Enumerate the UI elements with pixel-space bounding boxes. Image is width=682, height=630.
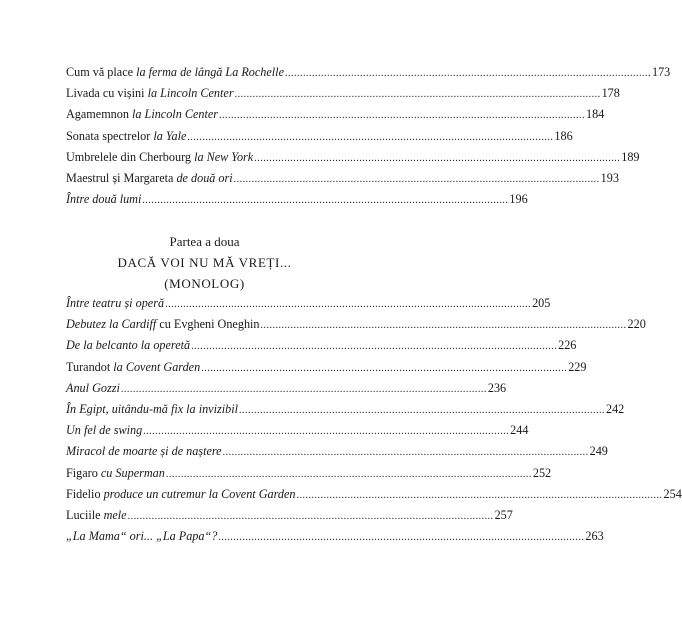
toc-entry-title — [66, 463, 165, 484]
toc-entry-page-number: 220 — [627, 317, 646, 332]
toc-entry-title-segment: la Lincoln Center — [132, 107, 219, 122]
toc-entry-page-number: 189 — [621, 149, 640, 164]
toc-entry-title-segment: la Lincoln Center — [147, 86, 234, 101]
dot-leader — [218, 527, 584, 548]
toc-entry-title — [66, 378, 120, 399]
toc-entry-title — [66, 335, 190, 356]
toc-entry — [66, 463, 552, 484]
toc-entry-title-segment: la Covent Garden — [113, 359, 201, 374]
dot-leader — [121, 379, 487, 400]
toc-entry-page-number: 236 — [487, 380, 507, 395]
toc-entry — [66, 293, 551, 314]
toc-entry-title — [66, 126, 186, 147]
toc-entry — [66, 83, 620, 104]
dot-leader — [142, 190, 508, 211]
toc-entry-page-number: 229 — [568, 359, 587, 374]
toc-entry-page-number: 244 — [510, 423, 529, 438]
toc-entry — [66, 62, 671, 83]
dot-leader — [297, 485, 663, 506]
toc-entry-title-segment: cu Superman — [100, 465, 165, 480]
dot-leader — [128, 506, 494, 527]
toc-entry-title-segment: Turandot — [66, 359, 114, 374]
toc-entry-title-segment: Între două lumi — [66, 192, 142, 207]
toc-entry-page-number: 252 — [532, 465, 552, 480]
toc-entry-title-segment: Un fel de swing — [66, 423, 143, 438]
toc-entry-title-segment: Fidelio — [66, 486, 104, 501]
toc-entry-title-segment: Figaro — [66, 465, 101, 480]
toc-entry — [66, 168, 619, 189]
toc-part-one — [66, 62, 671, 210]
toc-entry-title — [66, 441, 222, 462]
toc-entry-page-number: 173 — [651, 65, 671, 79]
toc-entry-title-segment: Debutez la Cardiff — [66, 317, 160, 332]
toc-entry-title-segment: cu Evgheni Oneghin — [159, 317, 260, 332]
toc-entry — [66, 189, 528, 210]
toc-entry-page-number: 196 — [509, 192, 528, 207]
toc-entry-title — [66, 104, 218, 125]
dot-leader — [165, 294, 531, 315]
dot-leader — [239, 400, 605, 421]
dot-leader — [191, 336, 557, 357]
toc-entry — [66, 378, 507, 399]
toc-entry-title-segment: Anul Gozzi — [66, 380, 120, 395]
part-subtitle: (MONOLOG) — [164, 276, 245, 291]
dot-leader — [285, 63, 651, 84]
dot-leader — [201, 358, 567, 379]
toc-entry-title — [66, 484, 296, 505]
toc-entry-title-segment: Cum vă place — [66, 65, 137, 79]
toc-entry-title — [66, 83, 234, 104]
toc-entry-title-segment: produce un cutremur la Covent Garden — [103, 486, 296, 501]
toc-entry-title — [66, 420, 142, 441]
toc-entry-title — [66, 526, 217, 547]
toc-entry — [66, 484, 682, 505]
toc-entry-title — [66, 168, 233, 189]
toc-entry-title-segment: Livada cu vișini — [66, 86, 148, 101]
toc-entry-title — [66, 357, 200, 378]
dot-leader — [223, 442, 589, 463]
toc-entry-page-number: 184 — [586, 107, 605, 122]
toc-entry-page-number: 186 — [554, 128, 573, 143]
toc-entry — [66, 335, 577, 356]
toc-entry-title-segment: la Yale — [153, 128, 187, 143]
toc-entry-title-segment: Umbrelele din Cherbourg — [66, 149, 195, 164]
toc-entry — [66, 505, 513, 526]
dot-leader — [234, 169, 600, 190]
toc-entry-title-segment: de două ori — [176, 170, 233, 185]
toc-entry-title — [66, 62, 284, 83]
toc-entry-title-segment: la ferma de lângă La Rochelle — [136, 65, 284, 79]
toc-entry-title-segment: Miracol de moarte și de naștere — [66, 444, 222, 459]
toc-part-two — [66, 293, 682, 547]
toc-entry-title-segment: De la belcanto la operetă — [66, 338, 191, 353]
toc-entry — [66, 441, 608, 462]
dot-leader — [187, 127, 553, 148]
toc-entry-title-segment: la New York — [194, 149, 254, 164]
toc-entry-title-segment: Sonata spectrelor — [66, 128, 154, 143]
part-label: Partea a doua — [169, 234, 240, 249]
toc-entry-title-segment: mele — [103, 507, 127, 522]
toc-entry — [66, 104, 605, 125]
toc-entry-title — [66, 314, 260, 335]
toc-entry-title-segment: Luciile — [66, 507, 104, 522]
toc-entry — [66, 147, 640, 168]
toc-entry-title-segment: Între teatru și operă — [66, 296, 165, 310]
toc-entry-page-number: 254 — [663, 486, 682, 501]
dot-leader — [166, 464, 532, 485]
toc-entry — [66, 357, 587, 378]
toc-entry-page-number: 205 — [532, 296, 551, 310]
toc-entry-page-number: 263 — [585, 529, 604, 544]
toc-entry — [66, 420, 529, 441]
toc-entry-page-number: 257 — [494, 507, 513, 522]
dot-leader — [235, 84, 601, 105]
toc-entry-title-segment: În Egipt, uitându-mă fix la invizibil — [66, 401, 238, 416]
dot-leader — [219, 105, 585, 126]
toc-entry-title — [66, 147, 253, 168]
toc-entry-page-number: 226 — [558, 338, 577, 353]
toc-entry — [66, 126, 573, 147]
part-title: DACĂ VOI NU MĂ VREȚI... — [117, 255, 292, 270]
dot-leader — [143, 421, 509, 442]
toc-entry-title — [66, 189, 141, 210]
toc-entry-title-segment: Agamemnon — [66, 107, 133, 122]
toc-entry-page-number: 193 — [600, 170, 619, 185]
toc-entry-page-number: 178 — [601, 86, 620, 101]
toc-entry-title-segment: Maestrul și Margareta — [66, 170, 177, 185]
toc-entry — [66, 399, 625, 420]
toc-entry-page-number: 249 — [589, 444, 608, 459]
dot-leader — [254, 148, 620, 169]
toc-entry — [66, 314, 646, 335]
toc-entry-title — [66, 293, 164, 314]
toc-entry-title — [66, 505, 127, 526]
toc-entry — [66, 526, 604, 547]
dot-leader — [261, 315, 627, 336]
toc-entry-title-segment: „La Mama“ ori... „La Papa“? — [66, 529, 218, 544]
toc-entry-title — [66, 399, 238, 420]
toc-entry-page-number: 242 — [605, 401, 625, 416]
